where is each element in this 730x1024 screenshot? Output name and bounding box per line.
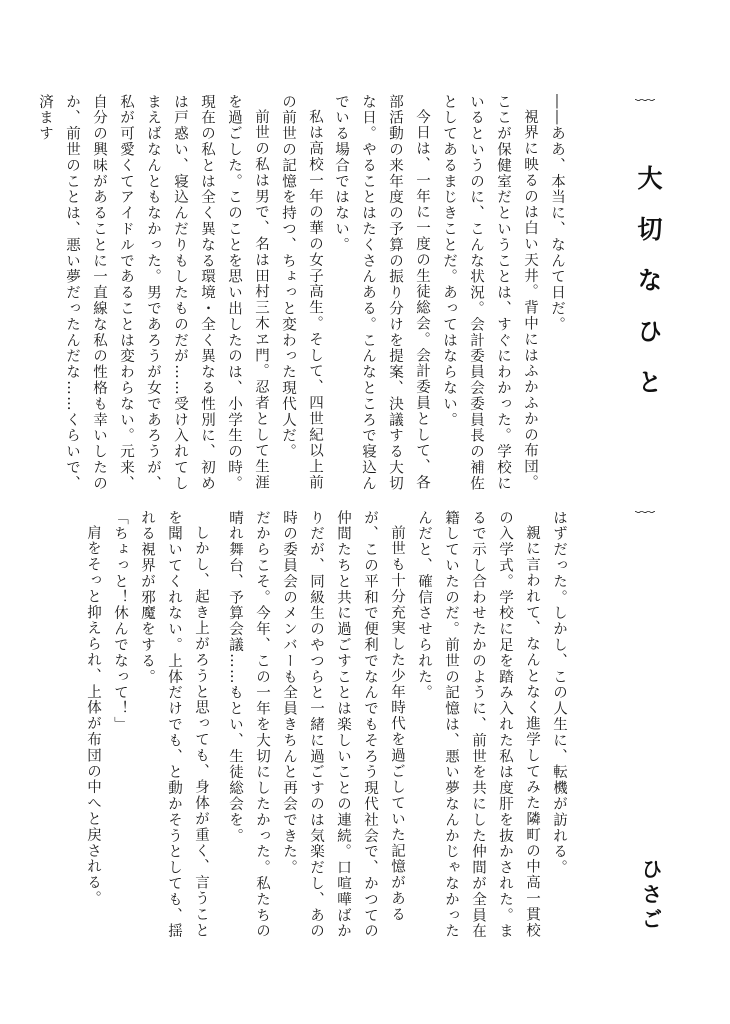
paragraph: 「ちょっと！休んでなって！」 [112,510,128,733]
author-name: ひさご [639,858,664,933]
title-bracket-top: ﹏ [635,80,655,104]
paragraph: ――ああ、本当に、なんて日だ。 [549,94,565,333]
paragraph: 前世の私は男で、名は田村三木ヱ門。忍者として生涯を過ごした。このことを思い出したのは、小学生の時。現在の私とは全く異なる環境・全く異なる性別に、初めは戸惑い、寝込んだりもしたものだが……受け入れてしまえばなんともなかった。男であろうが女であろうが、私が可愛くてアイドルであることは変わらない。元来、自分の興味があることに一直線な私の性格も幸いしたのか、前世のことは、悪い夢だったんだな……くらいで、済ます [37,94,269,492]
paragraph: 私は高校一年の華の女子高生。そして、四世紀以上前の前世の記憶を持つ、ちょっと変わった現代人だ。 [280,94,323,491]
story-title: 大切なひと [634,165,663,420]
paragraph: はずだった。しかし、この人生に、転機が訪れる。 [551,510,567,876]
lower-left-text-block [74,510,214,940]
paragraph: 肩をそっと抑えられ、上体が布団の中へと戻される。 [85,524,101,907]
paragraph: 今日は、一年に一度の生徒総会。会計委員として、各部活動の来年度の予算の振り分けを提案、決議する大切な日。やることはたくさんある。こんなところで寝込んでいる場合ではない。 [333,94,430,492]
upper-left-text-block [37,94,328,494]
paragraph: だからこそ。今年、この一年を大切にしたかった。私たちの晴れ舞台、予算会議……もとい、生徒総会を。 [227,510,270,940]
lower-right-text-block [227,510,572,940]
upper-right-text-block [333,94,570,494]
paragraph: 前世も十分充実した少年時代を過ごしていた記憶があるが、この平和で便利でなんでもそろう現代社会で、かつての仲間たちと共に過ごすことは楽しいことの連続。口喧嘩ばかりだが、同級生のやつらと一緒に過ごすのは気楽だし、あの時の委員会のメンバーも全員きちんと再会できた。 [281,510,405,940]
paragraph: しかし、起き上がろうと思っても、身体が重く、言うことを聞いてくれない。上体だけでも、と動かそうとしても、揺れる視界が邪魔をする。 [139,510,209,940]
paragraph: 視界に映るのは白い天井。背中にはふかふかの布団。ここが保健室だということは、すぐにわかった。学校にいるというのに、こんな状況。会計委員会委員長の補佐としてあるまじきことだ。あってはならない。 [441,94,538,492]
title-bracket-bottom: ﹏ [635,492,655,516]
paragraph: 親に言われて、なんとなく進学してみた隣町の中高一貫校の入学式。学校に足を踏み入れた私は度肝を抜かされた。まるで示し合わせたかのように、前世を共にした仲間が全員在籍していたのだ。前世の記憶は、悪い夢なんかじゃなかったんだと、確信させられた。 [416,510,540,940]
